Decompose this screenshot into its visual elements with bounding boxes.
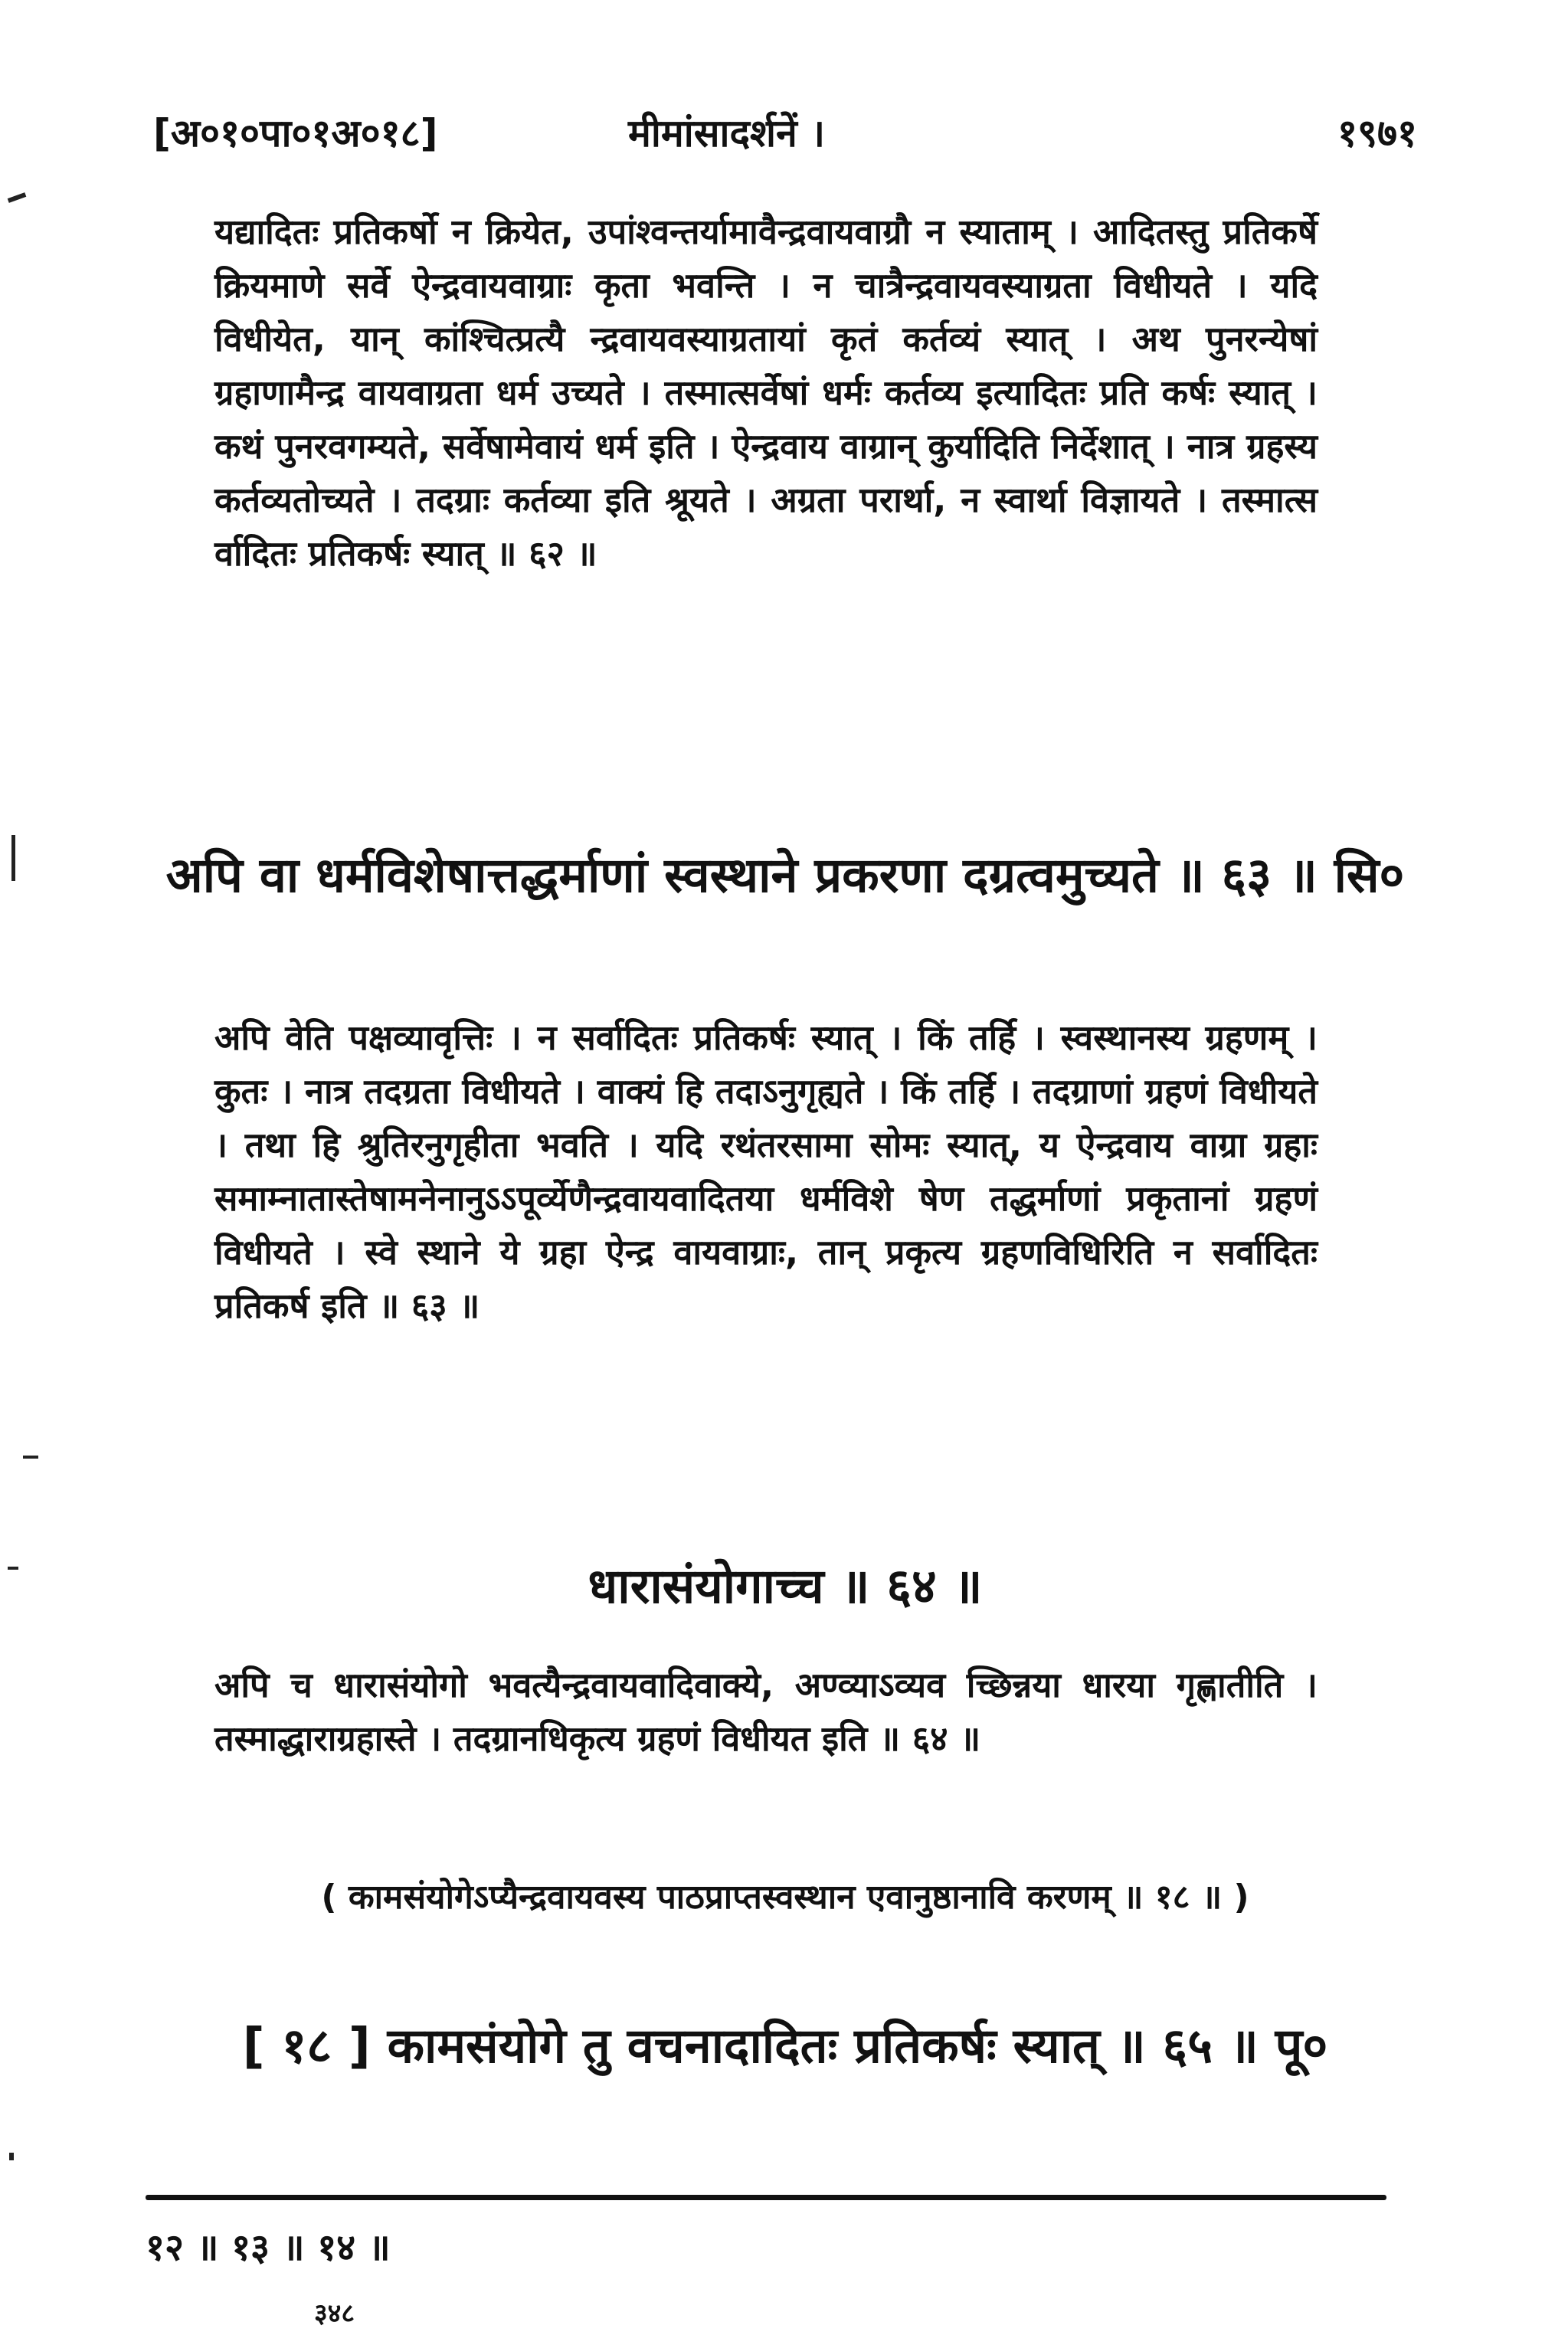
scan-mark — [8, 1567, 18, 1570]
commentary-paragraph-62: यद्यादितः प्रतिकर्षो न क्रियेत, उपांश्वन्तर्यामावैन्द्रवायवाग्रौ न स्याताम् । आदितस्तु प्रतिकर्षे क्रियमाणे सर्वे ऐन्द्रवायवाग्राः कृता भवन्ति । न चात्रैन्द्रवायवस्याग्रता विधीयते । यदि विधीयेत, यान् कांश्चित्प्रत्यै न्द्रवायवस्याग्रतायां कृतं कर्तव्यं स्यात् । अथ पुनरन्येषां ग्रहाणामैन्द्र वायवाग्रता धर्म उच्यते । तस्मात्सर्वेषां धर्मः कर्तव्य इत्यादितः प्रति कर्षः स्यात् । कथं पुनरवगम्यते, सर्वेषामेवायं धर्म इति । ऐन्द्रवाय वाग्रान् कुर्यादिति निर्देशात् । नात्र ग्रहस्य कर्तव्यतोच्यते । तदग्राः कर्तव्या इति श्रूयते । अग्रता परार्था, न स्वार्था विज्ञायते । तस्मात्स र्वादितः प्रतिकर्षः स्यात् ॥ ६२ ॥ — [214, 211, 1318, 574]
scan-mark — [11, 835, 15, 881]
scan-mark — [23, 1456, 38, 1459]
commentary-paragraph-63: अपि वेति पक्षव्यावृत्तिः । न सर्वादितः प्रतिकर्षः स्यात् । किं तर्हि । स्वस्थानस्य ग्रहणम् । कुतः । नात्र तदग्रता विधीयते । वाक्यं हि तदाऽनुगृह्यते । किं तर्हि । तदग्राणां ग्रहणं विधीयते । तथा हि श्रुतिरनुगृहीता भवति । यदि रथंतरसामा सोमः स्यात्, य ऐन्द्रवाय वाग्रा ग्रहाः समाम्नातास्तेषामनेनानुऽऽपूर्व्येणैन्द्रवायवादितया धर्मविशे षेण तद्धर्माणां प्रकृतानां ग्रहणं विधीयते । स्वे स्थाने ये ग्रहा ऐन्द्र वायवाग्राः, तान् प्रकृत्य ग्रहणविधिरिति न सर्वादितः प्रतिकर्ष इति ॥ ६३ ॥ — [214, 1017, 1318, 1326]
scan-mark — [8, 192, 27, 203]
signature-number: ३४८ — [314, 2298, 355, 2329]
sutra-64: धारासंयोगाच्च ॥ ६४ ॥ — [588, 1558, 983, 1614]
adhikarana-note: ( कामसंयोगेऽप्यैन्द्रवायवस्य पाठप्राप्तस्वस्थान एवानुष्ठानावि करणम् ॥ १८ ॥ ) — [321, 1878, 1249, 1917]
scan-mark — [9, 2153, 14, 2160]
footnote: १२ ॥ १३ ॥ १४ ॥ — [146, 2226, 391, 2269]
header-title: मीमांसादर्शनें । — [628, 111, 826, 156]
sutra-63: अपि वा धर्मविशेषात्तद्धर्माणां स्वस्थाने प्रकरणा दग्रत्वमुच्यते ॥ ६३ ॥ सि० — [165, 847, 1405, 903]
footnote-divider — [146, 2195, 1386, 2200]
commentary-paragraph-64: अपि च धारासंयोगो भवत्यैन्द्रवायवादिवाक्ये, अण्व्याऽव्यव च्छिन्नया धारया गृह्णातीति । तस्माद्धाराग्रहास्ते । तदग्रानधिकृत्य ग्रहणं विधीयत इति ॥ ६४ ॥ — [214, 1665, 1318, 1759]
sutra-65: [ १८ ] कामसंयोगे तु वचनादादितः प्रतिकर्षः स्यात् ॥ ६५ ॥ पू० — [242, 2018, 1328, 2074]
header-page-number: १९७१ — [1337, 111, 1417, 156]
header-reference: [अ०१०पा०१अ०१८] — [153, 111, 438, 156]
page-header — [153, 90, 1417, 175]
